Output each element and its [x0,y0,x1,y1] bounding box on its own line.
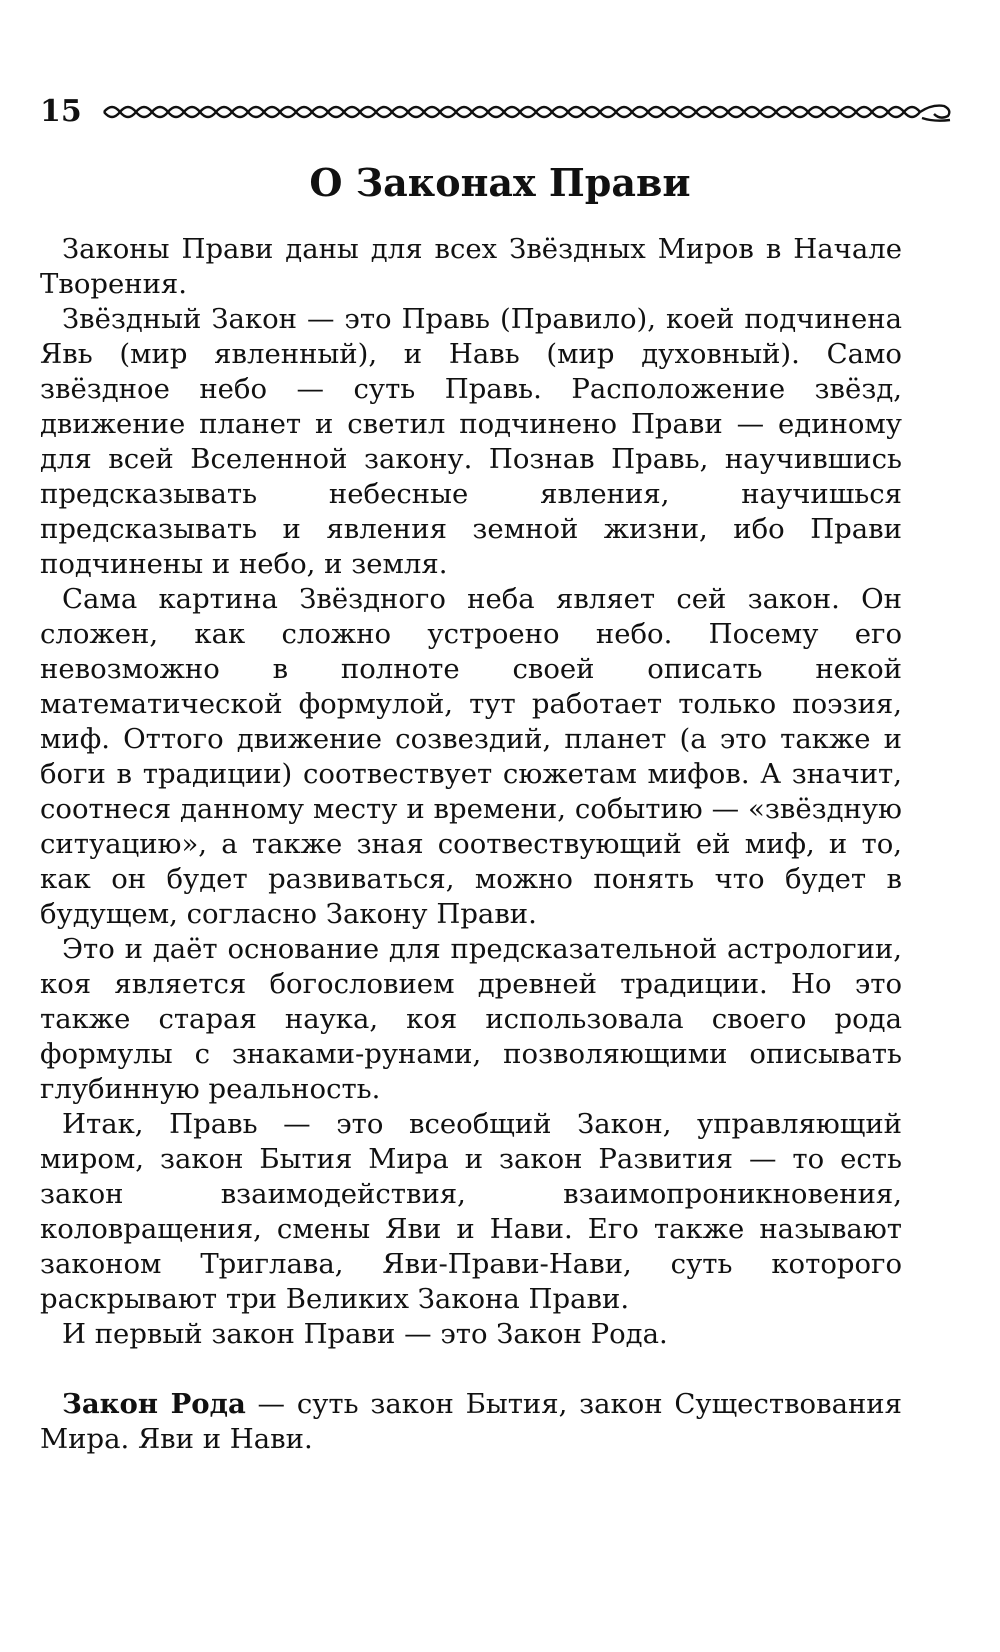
page-header [40,92,960,132]
paragraph: Итак, Правь — это всеобщий Закон, управляющий миром, закон Бытия Мира и закон Развития — то есть закон взаимодействия, взаимопроникновения, коловращения, смены Яви и Нави. Его также называют законом Триглава, Яви-Прави-Нави, суть которого раскрывают три Великих Закона Прави. [40,1108,902,1315]
paragraph: Звёздный Закон — это Правь (Правило), коей подчинена Явь (мир явленный), и Навь (мир духовный). Само звёздное небо — суть Правь. Расположение звёзд, движение планет и светил подчинено Прави — единому для всей Вселенной закону. Познав Правь, научившись предсказывать небесные явления, научишься предсказывать и явления земной жизни, ибо Прави подчинены и небо, и земля. [40,303,902,580]
section-term: Закон Рода [62,1388,246,1420]
chapter-title: О Законах Прави [309,160,691,205]
ornament-divider [102,98,954,126]
paragraph: И первый закон Прави — это Закон Рода. [62,1318,668,1350]
paragraph: Это и даёт основание для предсказательной астрологии, коя является богословием древней традиции. Но это также старая наука, коя использовала своего рода формулы с знаками-рунами, позволяющими описывать глубинную реальность. [40,933,902,1105]
page-number: 15 [40,94,82,129]
paragraph: Законы Прави даны для всех Звёздных Миров в Начале Творения. [40,233,902,300]
body-text [40,232,902,1457]
section-text: — суть закон Бытия, закон Существования Мира. Яви и Нави. [40,1388,902,1455]
section-paragraph [40,1387,902,1457]
paragraph: Сама картина Звёздного неба являет сей закон. Он сложен, как сложно устроено небо. Посему его невозможно в полноте своей описать некой математической формулой, тут работает только поэзия, миф. Оттого движение созвездий, планет (а это также и боги в традиции) соотвествует сюжетам мифов. А значит, соотнеся данному месту и времени, событию — «звёздную ситуацию», а также зная соотвествующий ей миф, и то, как он будет развиваться, можно понять что будет в будущем, согласно Закону Прави. [40,583,902,930]
